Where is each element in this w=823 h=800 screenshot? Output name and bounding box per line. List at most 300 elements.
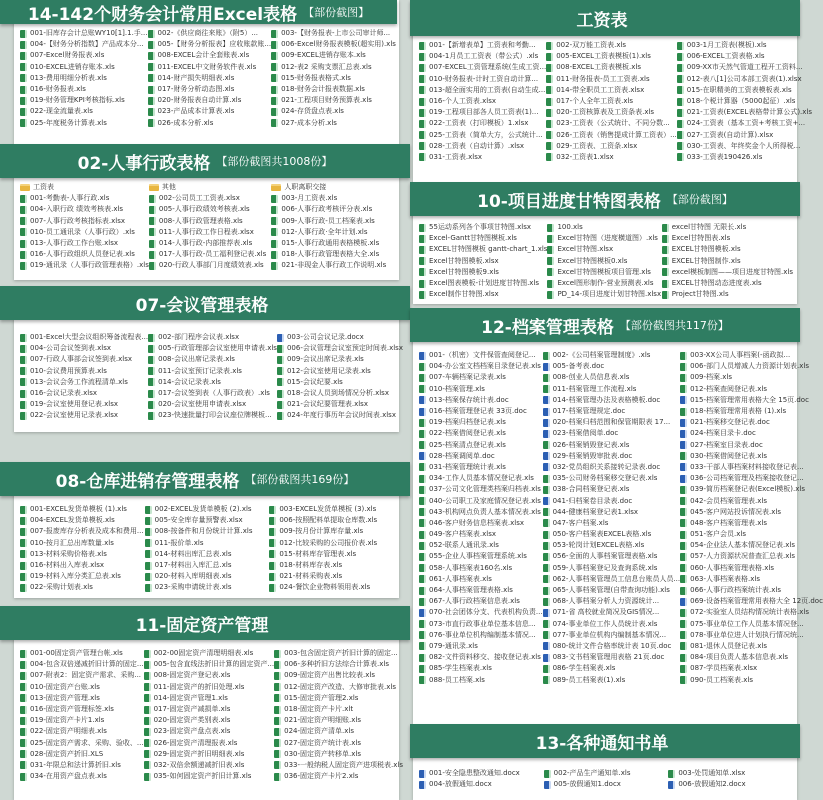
file-item[interactable] <box>419 372 543 383</box>
file-item[interactable] <box>543 663 681 674</box>
file-item[interactable] <box>543 563 681 574</box>
file-item[interactable] <box>543 551 681 562</box>
file-item[interactable] <box>20 249 149 260</box>
file-item[interactable] <box>680 518 823 529</box>
file-item[interactable] <box>274 648 403 659</box>
xls-file-icon <box>145 506 152 514</box>
file-item[interactable] <box>677 51 812 62</box>
file-item[interactable] <box>144 749 275 760</box>
file-item[interactable] <box>148 28 272 39</box>
file-item[interactable] <box>20 560 145 571</box>
file-item[interactable] <box>149 227 272 238</box>
file-item[interactable] <box>543 484 681 495</box>
file-item[interactable] <box>419 278 547 289</box>
file-item[interactable] <box>680 663 823 674</box>
file-item[interactable] <box>20 670 144 681</box>
file-item[interactable] <box>419 768 544 779</box>
file-item[interactable] <box>144 704 275 715</box>
file-item[interactable] <box>419 585 543 596</box>
file-item[interactable] <box>677 74 812 85</box>
file-item[interactable] <box>274 749 403 760</box>
file-item[interactable] <box>419 62 546 73</box>
file-item[interactable] <box>543 518 681 529</box>
file-item[interactable] <box>543 440 681 451</box>
file-item[interactable] <box>148 354 277 365</box>
file-item[interactable] <box>269 515 394 526</box>
file-item[interactable] <box>274 715 403 726</box>
file-item[interactable] <box>419 361 543 372</box>
file-item[interactable] <box>419 641 543 652</box>
file-item[interactable] <box>680 551 823 562</box>
file-item[interactable] <box>419 596 543 607</box>
file-item[interactable] <box>269 571 394 582</box>
file-item[interactable] <box>677 96 812 107</box>
file-item[interactable] <box>419 652 543 663</box>
file-item[interactable] <box>547 267 661 278</box>
file-item[interactable] <box>20 84 148 95</box>
file-item[interactable] <box>20 388 148 399</box>
file-item[interactable] <box>274 760 403 771</box>
file-item[interactable] <box>419 674 543 685</box>
file-item[interactable] <box>20 377 148 388</box>
file-item[interactable] <box>419 495 543 506</box>
file-item[interactable] <box>543 495 681 506</box>
file-item[interactable] <box>20 204 149 215</box>
file-item[interactable] <box>148 399 277 410</box>
file-item[interactable] <box>419 74 546 85</box>
file-item[interactable] <box>269 538 394 549</box>
file-item[interactable] <box>20 73 148 84</box>
xls-file-icon <box>419 598 426 606</box>
file-item[interactable] <box>680 596 823 607</box>
file-item[interactable] <box>148 62 272 73</box>
file-item[interactable] <box>419 222 547 233</box>
file-item[interactable] <box>680 417 823 428</box>
file-name: 070-社会团体分支、代表机构负责... <box>429 608 543 617</box>
xls-file-icon <box>271 262 278 270</box>
file-item[interactable] <box>419 574 543 585</box>
file-item[interactable] <box>20 549 145 560</box>
file-item[interactable] <box>20 354 148 365</box>
file-item[interactable] <box>20 193 149 204</box>
file-item[interactable] <box>20 332 148 343</box>
file-item[interactable] <box>680 574 823 585</box>
file-item[interactable] <box>20 118 148 129</box>
file-item[interactable] <box>20 726 144 737</box>
file-item[interactable] <box>547 222 661 233</box>
file-item[interactable] <box>680 495 823 506</box>
file-item[interactable] <box>419 440 543 451</box>
file-item[interactable] <box>145 515 270 526</box>
file-item[interactable] <box>144 670 275 681</box>
file-item[interactable] <box>149 204 272 215</box>
file-item[interactable] <box>547 256 661 267</box>
file-item[interactable] <box>419 244 547 255</box>
file-item[interactable] <box>271 62 396 73</box>
file-item[interactable] <box>662 278 793 289</box>
file-item[interactable] <box>680 440 823 451</box>
xls-file-icon <box>662 268 669 276</box>
file-item[interactable] <box>543 574 681 585</box>
file-item[interactable] <box>148 366 277 377</box>
file-item[interactable] <box>20 504 145 515</box>
file-item[interactable] <box>144 648 275 659</box>
xls-file-icon <box>20 573 27 581</box>
file-item[interactable] <box>149 260 272 271</box>
file-item[interactable] <box>543 674 681 685</box>
file-item[interactable] <box>546 62 677 73</box>
file-item[interactable] <box>274 659 403 670</box>
file-item[interactable] <box>419 152 546 163</box>
file-item[interactable] <box>419 507 543 518</box>
file-item[interactable] <box>419 779 544 790</box>
file-item[interactable] <box>419 40 546 51</box>
file-item[interactable] <box>20 238 149 249</box>
file-item[interactable] <box>20 366 148 377</box>
file-item[interactable] <box>269 526 394 537</box>
file-item[interactable] <box>680 395 823 406</box>
file-item[interactable] <box>148 106 272 117</box>
file-item[interactable] <box>419 563 543 574</box>
file-item[interactable] <box>148 39 272 50</box>
file-item[interactable] <box>20 182 149 193</box>
file-item[interactable] <box>149 182 272 193</box>
file-item[interactable] <box>148 343 277 354</box>
file-item[interactable] <box>543 596 681 607</box>
file-item[interactable] <box>271 95 396 106</box>
file-item[interactable] <box>148 332 277 343</box>
file-item[interactable] <box>20 538 145 549</box>
file-item[interactable] <box>419 85 546 96</box>
file-item[interactable] <box>543 361 681 372</box>
file-item[interactable] <box>662 267 793 278</box>
file-item[interactable] <box>547 244 661 255</box>
file-item[interactable] <box>419 141 546 152</box>
file-item[interactable] <box>680 652 823 663</box>
file-item[interactable] <box>547 289 661 300</box>
file-name: 034-工作人员基本情况登记表.xls <box>429 474 534 483</box>
file-item[interactable] <box>271 260 394 271</box>
file-item[interactable] <box>274 726 403 737</box>
file-item[interactable] <box>20 771 144 782</box>
file-item[interactable] <box>680 529 823 540</box>
file-item[interactable] <box>546 152 677 163</box>
file-item[interactable] <box>543 417 681 428</box>
file-item[interactable] <box>145 582 270 593</box>
file-item[interactable] <box>543 529 681 540</box>
file-item[interactable] <box>680 507 823 518</box>
file-item[interactable] <box>145 504 270 515</box>
file-item[interactable] <box>680 540 823 551</box>
file-item[interactable] <box>148 388 277 399</box>
file-item[interactable] <box>546 96 677 107</box>
file-item[interactable] <box>419 51 546 62</box>
file-item[interactable] <box>680 641 823 652</box>
file-item[interactable] <box>419 417 543 428</box>
file-item[interactable] <box>680 428 823 439</box>
file-item[interactable] <box>677 85 812 96</box>
file-item[interactable] <box>274 771 403 782</box>
file-item[interactable] <box>677 62 812 73</box>
file-item[interactable] <box>20 715 144 726</box>
file-item[interactable] <box>20 28 148 39</box>
file-item[interactable] <box>677 130 812 141</box>
file-item[interactable] <box>148 377 277 388</box>
file-item[interactable] <box>543 384 681 395</box>
file-item[interactable] <box>20 410 148 421</box>
file-item[interactable] <box>543 473 681 484</box>
file-item[interactable] <box>144 659 275 670</box>
file-name: 011-EXCEL中文财务软件表.xls <box>157 62 257 71</box>
file-item[interactable] <box>419 428 543 439</box>
file-item[interactable] <box>145 560 270 571</box>
file-item[interactable] <box>419 518 543 529</box>
file-item[interactable] <box>274 704 403 715</box>
file-item[interactable] <box>680 630 823 641</box>
file-item[interactable] <box>144 771 275 782</box>
file-item[interactable] <box>680 462 823 473</box>
file-item[interactable] <box>144 693 275 704</box>
file-item[interactable] <box>419 540 543 551</box>
file-item[interactable] <box>546 130 677 141</box>
file-item[interactable] <box>419 267 547 278</box>
file-item[interactable] <box>277 399 403 410</box>
file-item[interactable] <box>145 526 270 537</box>
file-item[interactable] <box>20 39 148 50</box>
file-item[interactable] <box>269 582 394 593</box>
file-item[interactable] <box>419 406 543 417</box>
file-item[interactable] <box>20 582 145 593</box>
file-item[interactable] <box>419 473 543 484</box>
file-item[interactable] <box>543 585 681 596</box>
file-item[interactable] <box>546 85 677 96</box>
file-item[interactable] <box>20 95 148 106</box>
file-item[interactable] <box>419 630 543 641</box>
file-item[interactable] <box>662 289 793 300</box>
file-item[interactable] <box>662 256 793 267</box>
file-item[interactable] <box>419 462 543 473</box>
file-item[interactable] <box>543 607 681 618</box>
xls-file-icon <box>543 352 550 360</box>
xls-file-icon <box>680 642 687 650</box>
file-item[interactable] <box>543 451 681 462</box>
file-item[interactable] <box>662 244 793 255</box>
file-item[interactable] <box>543 619 681 630</box>
file-item[interactable] <box>271 39 396 50</box>
file-item[interactable] <box>148 95 272 106</box>
file-item[interactable] <box>680 585 823 596</box>
file-item[interactable] <box>144 760 275 771</box>
file-item[interactable] <box>145 549 270 560</box>
file-item[interactable] <box>148 84 272 95</box>
file-item[interactable] <box>546 51 677 62</box>
file-item[interactable] <box>543 641 681 652</box>
file-item[interactable] <box>20 571 145 582</box>
file-item[interactable] <box>419 107 546 118</box>
file-item[interactable] <box>543 652 681 663</box>
file-item[interactable] <box>419 395 543 406</box>
file-item[interactable] <box>144 715 275 726</box>
file-item[interactable] <box>271 193 394 204</box>
file-item[interactable] <box>271 238 394 249</box>
file-item[interactable] <box>20 693 144 704</box>
file-item[interactable] <box>20 738 144 749</box>
file-item[interactable] <box>543 406 681 417</box>
file-item[interactable] <box>148 50 272 61</box>
xls-file-icon <box>680 519 687 527</box>
file-name: 016-会议记录表.xlsx <box>30 389 97 398</box>
file-item[interactable] <box>419 96 546 107</box>
file-item[interactable] <box>277 410 403 421</box>
file-item[interactable] <box>419 529 543 540</box>
file-item[interactable] <box>269 549 394 560</box>
file-item[interactable] <box>680 372 823 383</box>
file-item[interactable] <box>419 551 543 562</box>
file-item[interactable] <box>419 663 543 674</box>
file-item[interactable] <box>144 726 275 737</box>
file-item[interactable] <box>274 693 403 704</box>
file-item[interactable] <box>680 473 823 484</box>
file-item[interactable] <box>20 227 149 238</box>
file-item[interactable] <box>148 410 277 421</box>
file-item[interactable] <box>680 361 823 372</box>
file-item[interactable] <box>677 152 812 163</box>
file-item[interactable] <box>546 141 677 152</box>
file-item[interactable] <box>543 462 681 473</box>
file-item[interactable] <box>274 682 403 693</box>
file-item[interactable] <box>419 130 546 141</box>
file-item[interactable] <box>419 118 546 129</box>
file-item[interactable] <box>543 395 681 406</box>
file-item[interactable] <box>144 738 275 749</box>
file-item[interactable] <box>419 484 543 495</box>
file-item[interactable] <box>419 619 543 630</box>
file-item[interactable] <box>277 343 403 354</box>
file-item[interactable] <box>680 607 823 618</box>
file-item[interactable] <box>546 74 677 85</box>
file-item[interactable] <box>547 278 661 289</box>
file-item[interactable] <box>20 106 148 117</box>
file-item[interactable] <box>269 504 394 515</box>
file-name: 021-会议纪要管理表.xlsx <box>286 400 368 409</box>
file-item[interactable] <box>144 682 275 693</box>
file-item[interactable] <box>149 249 272 260</box>
file-item[interactable] <box>20 749 144 760</box>
file-item[interactable] <box>662 222 793 233</box>
file-item[interactable] <box>543 372 681 383</box>
file-item[interactable] <box>274 670 403 681</box>
file-item[interactable] <box>419 350 543 361</box>
file-item[interactable] <box>145 571 270 582</box>
file-item[interactable] <box>680 484 823 495</box>
file-item[interactable] <box>274 738 403 749</box>
file-item[interactable] <box>271 204 394 215</box>
file-item[interactable] <box>680 619 823 630</box>
file-item[interactable] <box>20 704 144 715</box>
file-item[interactable] <box>419 451 543 462</box>
file-item[interactable] <box>680 451 823 462</box>
file-item[interactable] <box>677 141 812 152</box>
file-item[interactable] <box>20 62 148 73</box>
file-item[interactable] <box>20 526 145 537</box>
file-item[interactable] <box>20 216 149 227</box>
file-item[interactable] <box>20 515 145 526</box>
file-item[interactable] <box>271 118 396 129</box>
file-item[interactable] <box>20 659 144 670</box>
file-item[interactable] <box>271 84 396 95</box>
file-item[interactable] <box>145 538 270 549</box>
file-item[interactable] <box>149 193 272 204</box>
file-item[interactable] <box>544 779 669 790</box>
file-item[interactable] <box>20 682 144 693</box>
file-item[interactable] <box>271 106 396 117</box>
file-item[interactable] <box>677 107 812 118</box>
file-item[interactable] <box>20 260 149 271</box>
file-item[interactable] <box>546 107 677 118</box>
file-item[interactable] <box>20 343 148 354</box>
file-item[interactable] <box>20 760 144 771</box>
file-item[interactable] <box>269 560 394 571</box>
file-item[interactable] <box>677 40 812 51</box>
file-item[interactable] <box>20 50 148 61</box>
file-item[interactable] <box>271 50 396 61</box>
file-item[interactable] <box>543 350 681 361</box>
file-item[interactable] <box>271 182 394 193</box>
file-item[interactable] <box>271 216 394 227</box>
file-item[interactable] <box>271 249 394 260</box>
file-item[interactable] <box>149 238 272 249</box>
file-item[interactable] <box>680 563 823 574</box>
file-item[interactable] <box>271 28 396 39</box>
file-item[interactable] <box>20 399 148 410</box>
file-item[interactable] <box>271 227 394 238</box>
file-item[interactable] <box>543 507 681 518</box>
file-item[interactable] <box>546 40 677 51</box>
file-item[interactable] <box>547 233 661 244</box>
xls-file-icon <box>277 356 284 364</box>
file-item[interactable] <box>544 768 669 779</box>
file-item[interactable] <box>419 256 547 267</box>
file-item[interactable] <box>148 118 272 129</box>
file-item[interactable] <box>662 233 793 244</box>
file-item[interactable] <box>668 779 793 790</box>
file-item[interactable] <box>680 384 823 395</box>
file-item[interactable] <box>277 377 403 388</box>
file-item[interactable] <box>543 428 681 439</box>
xls-file-icon <box>20 262 27 270</box>
file-item[interactable] <box>546 118 677 129</box>
file-item[interactable] <box>419 289 547 300</box>
file-item[interactable] <box>680 406 823 417</box>
file-item[interactable] <box>277 354 403 365</box>
file-item[interactable] <box>419 233 547 244</box>
file-item[interactable] <box>277 388 403 399</box>
file-item[interactable] <box>668 768 793 779</box>
file-item[interactable] <box>419 607 543 618</box>
file-item[interactable] <box>543 540 681 551</box>
file-item[interactable] <box>148 73 272 84</box>
file-item[interactable] <box>419 384 543 395</box>
file-item[interactable] <box>677 118 812 129</box>
file-item[interactable] <box>277 366 403 377</box>
file-item[interactable] <box>277 332 403 343</box>
file-item[interactable] <box>149 216 272 227</box>
file-item[interactable] <box>543 630 681 641</box>
file-item[interactable] <box>271 73 396 84</box>
file-item[interactable] <box>680 674 823 685</box>
file-item[interactable] <box>680 350 823 361</box>
file-item[interactable] <box>20 648 144 659</box>
